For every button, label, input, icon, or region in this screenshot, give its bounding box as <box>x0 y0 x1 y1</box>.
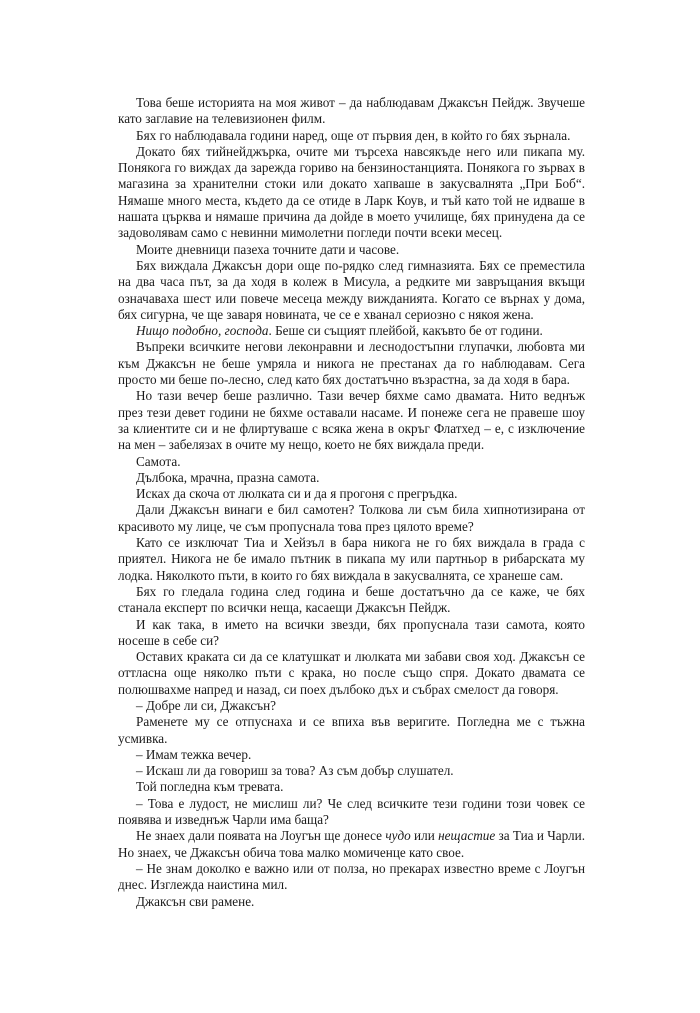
text-run: Исках да скоча от люлката си и да я прогоня с прегръдка. <box>136 486 458 502</box>
paragraph <box>118 584 585 617</box>
paragraph <box>118 470 585 486</box>
paragraph <box>118 894 585 910</box>
text-run: Дали Джаксън винаги е бил самотен? Толкова ли съм била хипнотизирана от красивото му лице, че съм пропуснала това през цялото време? <box>118 502 585 534</box>
page-body <box>118 95 585 910</box>
paragraph <box>118 714 585 747</box>
text-run: – Това е лудост, не мислиш ли? Че след всичките тези години този човек се появява и изведнъж Чарли има баща? <box>118 795 585 828</box>
paragraph <box>118 861 585 894</box>
paragraph <box>118 779 585 795</box>
text-run: Това беше историята на моя живот – да наблюдавам Джаксън Пейдж. Звучеше като заглавие на телевизионен филм. <box>118 95 585 127</box>
text-run: Моите дневници пазеха точните дати и часове. <box>136 241 400 257</box>
paragraph <box>118 339 585 388</box>
text-run: Оставих краката си да се клатушкат и люлката ми забави своя ход. Джаксън се оттласна още няколко пъти с крака, но после също спря. Докато двамата се полюшвахме напред и назад, си поех дълбоко дъх и събрах смелост да говоря. <box>118 649 585 697</box>
text-run: Не знаех дали появата на Лоугън ще донесе <box>136 828 386 844</box>
paragraph <box>118 535 585 584</box>
paragraph <box>118 95 585 128</box>
paragraph <box>118 258 585 323</box>
paragraph <box>118 323 585 339</box>
paragraph <box>118 502 585 535</box>
paragraph <box>118 617 585 650</box>
italic-text: Нищо подобно, господа <box>136 323 269 339</box>
paragraph <box>118 144 585 242</box>
italic-text: нещастие <box>438 828 496 844</box>
paragraph <box>118 649 585 698</box>
paragraph <box>118 242 585 258</box>
paragraph <box>118 747 585 763</box>
text-run: . Беше си същият плейбой, какъвто бе от години. <box>268 323 543 339</box>
text-run: Самота. <box>136 453 181 469</box>
text-run: за Тиа и Чарли. Но знаех, че Джаксън обича това малко момиченце като свое. <box>118 828 585 860</box>
text-run: И как така, в името на всички звезди, бях пропуснала тази самота, която носеше в себе си? <box>118 616 585 648</box>
paragraph <box>118 828 585 861</box>
text-run: Джаксън сви рамене. <box>136 893 255 909</box>
text-run: Дълбока, мрачна, празна самота. <box>136 469 320 485</box>
text-run: или <box>410 828 439 844</box>
text-run: Бях го наблюдавала години наред, още от първия ден, в който го бях зърнала. <box>136 127 571 143</box>
text-run: Бях го гледала година след година и беше достатъчно да се каже, че бях станала експерт по всички неща, касаещи Джаксън Пейдж. <box>118 583 585 616</box>
paragraph <box>118 128 585 144</box>
paragraph <box>118 763 585 779</box>
text-run: – Имам тежка вечер. <box>136 746 252 762</box>
text-run: – Искаш ли да говориш за това? Аз съм добър слушател. <box>136 763 454 779</box>
text-run: Раменете му се отпуснаха и се впиха във веригите. Погледна ме с тъжна усмивка. <box>118 714 585 746</box>
paragraph <box>118 454 585 470</box>
text-run: Като се изключат Тиа и Хейзъл в бара никога не го бях виждала в града с приятел. Никога не бе имало пътник в пикапа му или партньор в рибарската му лодка. Няколкото пъти, в които го бях виждала в закусвалнята, се хранеше сам. <box>118 535 585 583</box>
text-run: Той погледна към тревата. <box>136 779 284 795</box>
paragraph <box>118 796 585 829</box>
text-run: – Добре ли си, Джаксън? <box>136 697 276 713</box>
text-run: Въпреки всичките негови леконравни и леснодостъпни глупачки, любовта ми към Джаксън не беше умряла и никога не престанах да го наблюдавам. Сега просто ми беше по-лесно, след като бях достатъчно възрастна, за да ходя в бара. <box>118 339 585 388</box>
text-run: Докато бях тийнейджърка, очите ми търсеха навсякъде него или пикапа му. Понякога го виждах да зарежда гориво на бензиностанцията. Понякога го зървах в магазина за хранителни стоки или докато хапваше в закусвалнята „При Боб“. Нямаше много места, където да се отиде в Ларк Коув, и тъй като той не идваше в нашата църква и нямаше причина да дойде в моето училище, бях принудена да се задоволявам само с невинни мимолетни погледи почти всеки месец. <box>118 143 585 241</box>
paragraph <box>118 486 585 502</box>
paragraph <box>118 698 585 714</box>
paragraph <box>118 388 585 453</box>
italic-text: чудо <box>385 828 411 844</box>
text-run: Бях виждала Джаксън дори още по-рядко след гимназията. Бях се преместила на два часа път, за да ходя в колеж в Мисула, а редките ми завръщания вкъщи означаваха шест или повече месеца между вижданията. Когато се върнах у дома, бях сигурна, че ще заваря новината, че се е хванал сериозно с някоя жена. <box>118 257 585 322</box>
text-run: – Не знам доколко е важно или от полза, но прекарах известно време с Лоугън днес. Изглежда наистина мил. <box>118 860 585 893</box>
text-run: Но тази вечер беше различно. Тази вечер бяхме само двамата. Нито веднъж през тези девет години не бяхме оставали насаме. И понеже сега не правеше шоу за клиентите си и не флиртуваше с всяка жена в окръг Флатхед – е, с изключение на мен – забелязах в очите му нещо, което не бях виждала преди. <box>118 388 585 453</box>
